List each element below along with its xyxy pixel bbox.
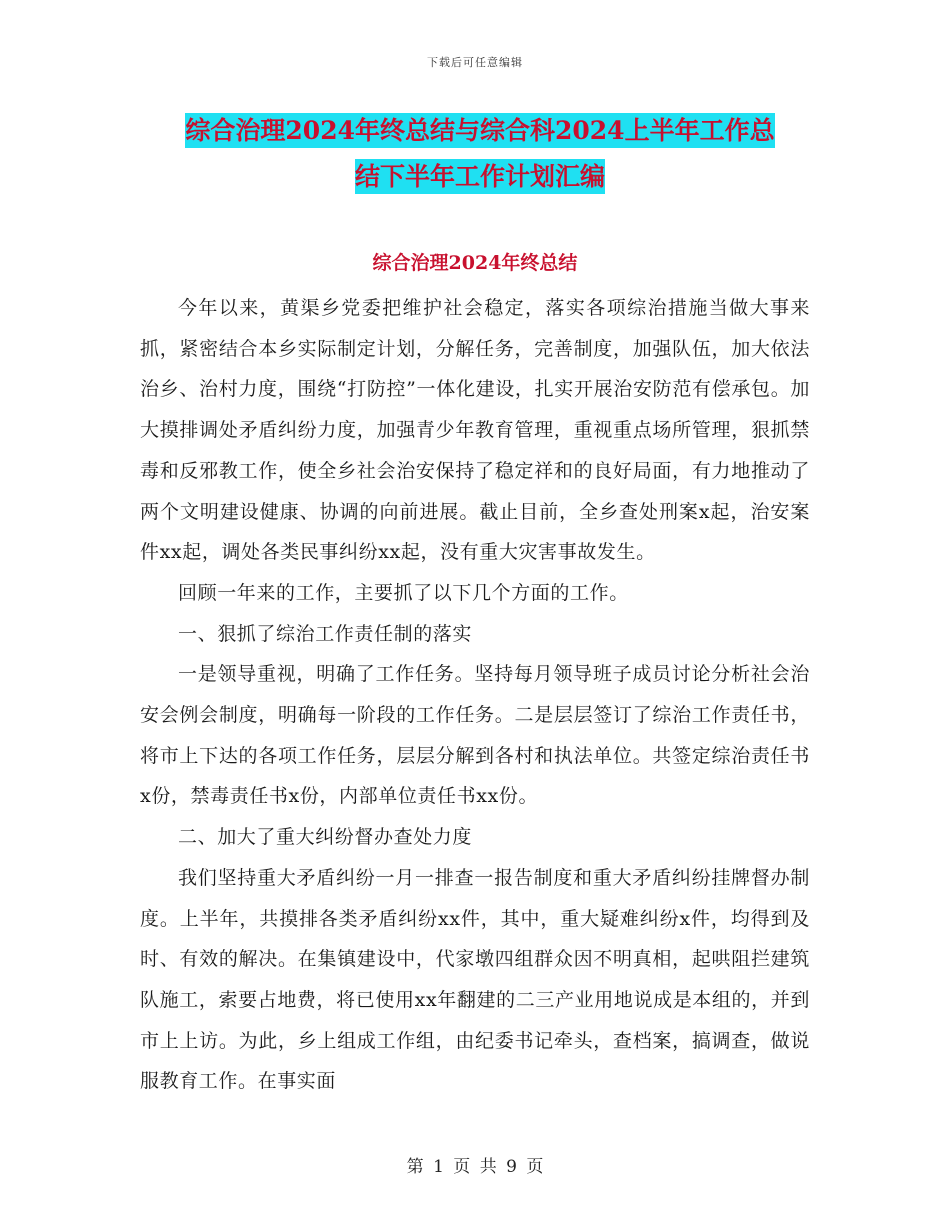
page-number: 第 1 页 共 9 页 bbox=[406, 1157, 544, 1177]
document-body bbox=[140, 288, 810, 1102]
section-heading: 二、加大了重大纠纷督办查处力度 bbox=[178, 826, 473, 849]
section-title: 综合治理2024年终总结 bbox=[372, 252, 578, 274]
document-title-line-2: 结下半年工作计划汇编 bbox=[355, 159, 605, 194]
section-heading: 一、狠抓了综治工作责任制的落实 bbox=[178, 622, 473, 645]
page-header-note: 下载后可任意编辑 bbox=[427, 56, 523, 69]
paragraph: 回顾一年来的工作，主要抓了以下几个方面的工作。 bbox=[178, 581, 629, 604]
paragraph: 我们坚持重大矛盾纠纷一月一排查一报告制度和重大矛盾纠纷挂牌督办制度。上半年，共摸排各类矛盾纠纷xx件，其中，重大疑难纠纷x件，均得到及时、有效的解决。在集镇建设中，代家墩四组群众因不明真相，起哄阻拦建筑队施工，索要占地费，将已使用xx年翻建的二三产业用地说成是本组的，并到市上上访。为此，乡上组成工作组，由纪委书记牵头，查档案，搞调查，做说服教育工作。在事实面 bbox=[140, 866, 810, 1093]
document-title-line-1: 综合治理2024年终总结与综合科2024上半年工作总 bbox=[185, 113, 774, 148]
paragraph: 一是领导重视，明确了工作任务。坚持每月领导班子成员讨论分析社会治安会例会制度，明确每一阶段的工作任务。二是层层签订了综治工作责任书，将市上下达的各项工作任务，层层分解到各村和执法单位。共签定综治责任书x份，禁毒责任书x份，内部单位责任书xx份。 bbox=[140, 663, 810, 808]
document-title bbox=[140, 108, 820, 200]
paragraph: 今年以来，黄渠乡党委把维护社会稳定，落实各项综治措施当做大事来抓，紧密结合本乡实际制定计划，分解任务，完善制度，加强队伍，加大依法治乡、治村力度，围绕“打防控”一体化建设，扎实开展治安防范有偿承包。加大摸排调处矛盾纠纷力度，加强青少年教育管理，重视重点场所管理，狠抓禁毒和反邪教工作，使全乡社会治安保持了稳定祥和的良好局面，有力地推动了两个文明建设健康、协调的向前进展。截止目前，全乡查处刑案x起，治安案件xx起，调处各类民事纠纷xx起，没有重大灾害事故发生。 bbox=[140, 297, 810, 564]
